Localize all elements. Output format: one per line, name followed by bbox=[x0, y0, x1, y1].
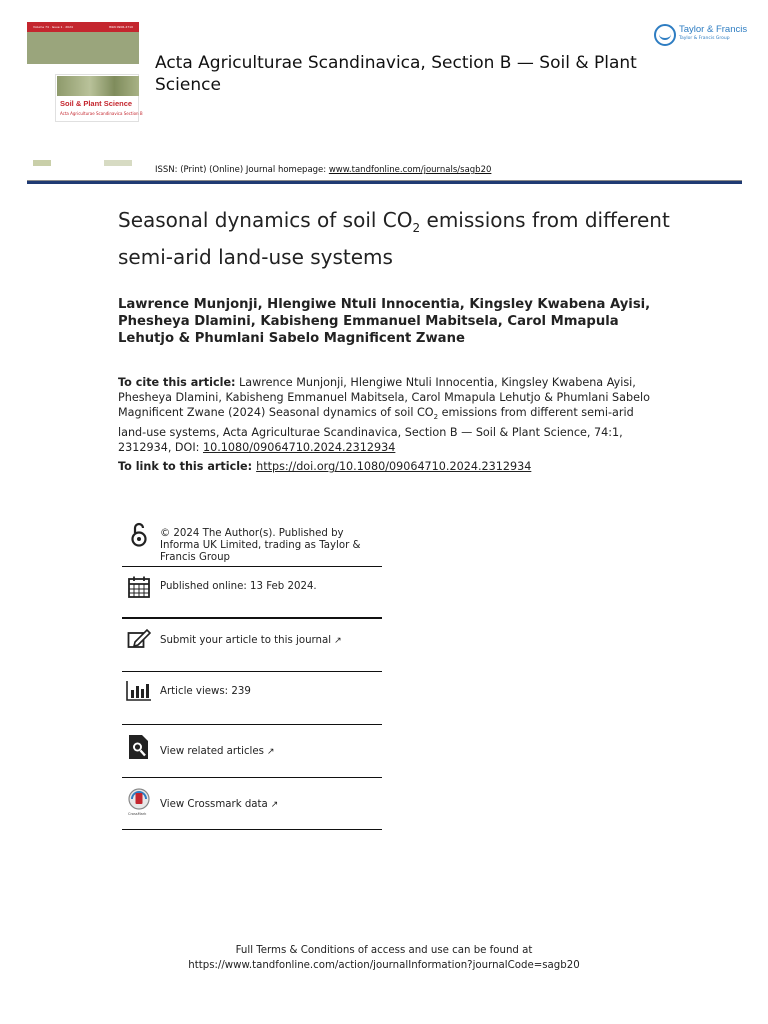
published-text: Published online: 13 Feb 2024. bbox=[160, 581, 317, 592]
journal-homepage-link[interactable]: www.tandfonline.com/journals/sagb20 bbox=[328, 165, 492, 175]
related-articles-label: View related articles bbox=[160, 746, 264, 757]
author-list: Lawrence Munjonji, Hlengiwe Ntuli Innocentia, Kingsley Kwabena Ayisi, Phesheya Dlamini, Kabisheng Emmanuel Mabitsela, Carol Mmapula Lehutjo & Phumlani Sabelo Magnificent Zwane bbox=[118, 297, 651, 346]
publisher-name: Taylor & Francis bbox=[679, 24, 748, 35]
crossmark-icon-label: CrossMark bbox=[128, 812, 147, 816]
journal-title: Acta Agriculturae Scandinavica, Section B — Soil & Plant Science bbox=[155, 53, 637, 95]
cover-field-photo bbox=[57, 76, 139, 96]
citation-block bbox=[118, 375, 663, 455]
article-link-line bbox=[118, 459, 678, 474]
crossmark-row[interactable] bbox=[122, 778, 382, 830]
footer-line-1: Full Terms & Conditions of access and use can be found at bbox=[235, 945, 533, 956]
cover-title-panel bbox=[55, 74, 143, 122]
crossmark-link[interactable] bbox=[160, 799, 385, 811]
citation-label: To cite this article: bbox=[118, 376, 236, 389]
crossmark-icon bbox=[126, 788, 152, 816]
cover-title: Soil & Plant Science bbox=[60, 99, 133, 108]
citation-text-1: Lawrence Munjonji, Hlengiwe Ntuli Innocentia, Kingsley Kwabena Ayisi, Phesheya Dlamini, Kabisheng Emmanuel Mabitsela, Carol Mmapula Lehutjo & Phumlani Sabelo Magnificent Zwane (2024) Seasonal dynamics of soil CO bbox=[118, 376, 650, 419]
calendar-icon bbox=[126, 575, 152, 599]
publisher-group: Taylor & Francis Group bbox=[679, 36, 730, 41]
cover-strip-left-text: Volume 74 · Issue 1 · 2024 bbox=[33, 25, 73, 29]
journal-cover-image bbox=[27, 22, 143, 122]
citation-text-2: emissions from different semi-arid land-use systems, Acta Agriculturae Scandinavica, Section B — Soil & Plant Science, 74:1, 2312934, DOI: bbox=[118, 406, 634, 455]
article-title bbox=[118, 206, 678, 272]
article-doi-url[interactable]: https://doi.org/10.1080/09064710.2024.2312934 bbox=[256, 460, 532, 473]
publisher-logo bbox=[654, 22, 746, 48]
issn-text: ISSN: (Print) (Online) Journal homepage: bbox=[155, 165, 327, 175]
cover-strip-right-text: ISSN 0906-4710 bbox=[108, 25, 133, 29]
related-articles-row[interactable] bbox=[122, 725, 382, 778]
external-link-icon: ↗ bbox=[266, 747, 275, 757]
cover-photo-strip bbox=[27, 22, 139, 64]
cover-subtitle: Acta Agriculturae Scandinavica Section B bbox=[60, 111, 143, 116]
article-views-text: Article views: 239 bbox=[160, 686, 251, 697]
header-rule-thick bbox=[27, 181, 742, 184]
search-document-icon bbox=[126, 735, 152, 759]
small-logo-right bbox=[104, 160, 132, 166]
citation-subscript: 2 bbox=[433, 413, 439, 422]
open-access-icon bbox=[126, 523, 152, 547]
article-views-row bbox=[122, 672, 382, 725]
open-access-text: © 2024 The Author(s). Published by Informa UK Limited, trading as Taylor & Francis Group bbox=[160, 528, 361, 563]
edit-icon bbox=[126, 627, 152, 651]
submit-article-label: Submit your article to this journal bbox=[160, 635, 332, 646]
external-link-icon: ↗ bbox=[334, 636, 342, 646]
submit-article-link[interactable] bbox=[160, 635, 385, 647]
related-articles-link[interactable] bbox=[160, 746, 385, 758]
bar-chart-icon bbox=[126, 679, 152, 703]
external-link-icon: ↗ bbox=[270, 800, 279, 810]
issn-line bbox=[155, 165, 491, 175]
article-link-label: To link to this article: bbox=[118, 460, 253, 473]
footer-terms bbox=[0, 943, 768, 973]
small-logo-left bbox=[33, 160, 51, 166]
citation-doi-link[interactable]: 10.1080/09064710.2024.2312934 bbox=[202, 441, 396, 455]
open-access-row bbox=[122, 520, 382, 567]
published-row bbox=[122, 567, 382, 619]
submit-article-row[interactable] bbox=[122, 619, 382, 672]
title-part-1: Seasonal dynamics of soil CO bbox=[118, 208, 413, 232]
title-subscript: 2 bbox=[412, 221, 421, 235]
crossmark-label: View Crossmark data bbox=[160, 799, 268, 810]
title-part-2: emissions from different semi-arid land-use systems bbox=[118, 208, 670, 269]
taylor-francis-logo-icon bbox=[654, 24, 676, 46]
footer-terms-url[interactable]: https://www.tandfonline.com/action/journalInformation?journalCode=sagb20 bbox=[188, 960, 580, 971]
